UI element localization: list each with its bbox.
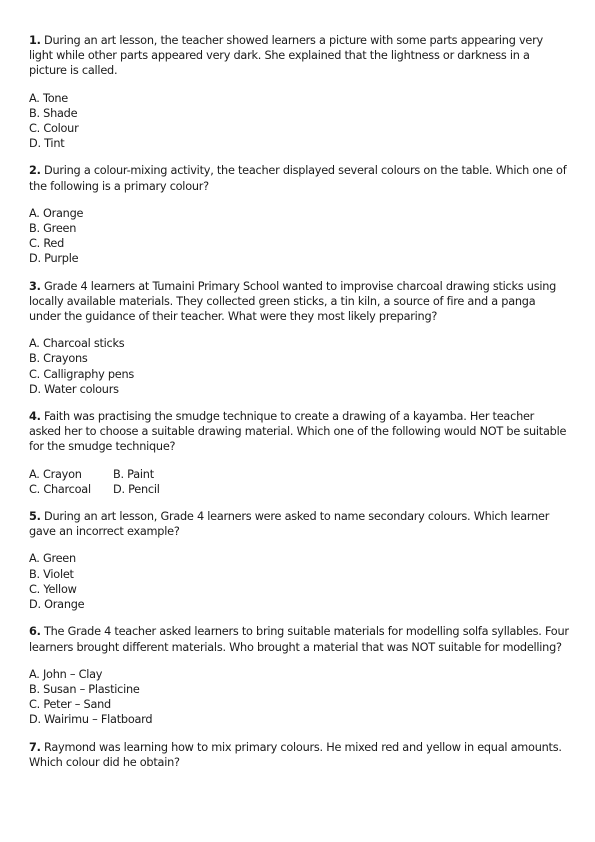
question-number: 6. xyxy=(29,625,41,639)
question-number: 5. xyxy=(29,510,41,524)
option-d: D. Pencil xyxy=(113,482,160,496)
question-text: During an art lesson, the teacher showed learners a picture with some parts appearing very light while other parts appeared very dark. She explained that the lightness or darkness in a picture is called. xyxy=(29,34,543,78)
option-a: A. John – Clay xyxy=(29,667,103,681)
question-2 xyxy=(29,163,569,266)
options-list xyxy=(29,467,569,497)
question-number: 7. xyxy=(29,740,41,754)
question-1 xyxy=(29,33,569,151)
option-d: D. Orange xyxy=(29,598,85,612)
option-b: B. Susan – Plasticine xyxy=(29,682,140,696)
question-stem xyxy=(29,409,569,455)
question-stem xyxy=(29,509,569,539)
question-text: Faith was practising the smudge technique to create a drawing of a kayamba. Her teacher asked her to choose a suitable drawing material. Which one of the following would NOT be suitable for the smudge technique? xyxy=(29,410,567,454)
question-text: The Grade 4 teacher asked learners to bring suitable materials for modelling solfa syllables. Four learners brought different materials. Who brought a material that was NOT suitable for modelling? xyxy=(29,625,569,654)
option-c: C. Red xyxy=(29,237,65,251)
options-list xyxy=(29,206,569,267)
option-c: C. Charcoal xyxy=(29,482,91,496)
option-a: A. Charcoal sticks xyxy=(29,337,125,351)
question-4 xyxy=(29,409,569,497)
option-a: A. Orange xyxy=(29,206,84,220)
option-b: B. Crayons xyxy=(29,352,88,366)
option-a: A. Crayon xyxy=(29,467,82,481)
question-number: 4. xyxy=(29,410,41,424)
options-list xyxy=(29,551,569,612)
question-stem xyxy=(29,740,569,770)
question-text: During a colour-mixing activity, the teacher displayed several colours on the table. Which one of the following is a primary colour? xyxy=(29,164,567,193)
option-d: D. Purple xyxy=(29,252,79,266)
options-list xyxy=(29,336,569,397)
question-number: 2. xyxy=(29,164,41,178)
option-b: B. Paint xyxy=(113,467,154,481)
question-7 xyxy=(29,740,569,770)
question-5 xyxy=(29,509,569,612)
option-d: D. Wairimu – Flatboard xyxy=(29,713,153,727)
option-a: A. Green xyxy=(29,552,76,566)
question-text: Raymond was learning how to mix primary colours. He mixed red and yellow in equal amounts. Which colour did he obtain? xyxy=(29,740,562,769)
options-row xyxy=(29,467,569,482)
options-list xyxy=(29,91,569,152)
options-list xyxy=(29,667,569,728)
question-3 xyxy=(29,279,569,397)
question-stem xyxy=(29,163,569,193)
question-number: 1. xyxy=(29,34,41,47)
option-d: D. Water colours xyxy=(29,382,119,396)
question-stem xyxy=(29,33,569,79)
question-stem xyxy=(29,624,569,654)
question-number: 3. xyxy=(29,279,41,293)
option-c: C. Yellow xyxy=(29,582,77,596)
option-c: C. Peter – Sand xyxy=(29,698,111,712)
option-b: B. Green xyxy=(29,222,77,236)
question-6 xyxy=(29,624,569,727)
question-stem xyxy=(29,279,569,325)
question-text: During an art lesson, Grade 4 learners were asked to name secondary colours. Which learner gave an incorrect example? xyxy=(29,510,550,539)
option-b: B. Violet xyxy=(29,567,74,581)
option-b: B. Shade xyxy=(29,106,78,120)
option-d: D. Tint xyxy=(29,137,65,151)
option-c: C. Calligraphy pens xyxy=(29,367,135,381)
question-paper xyxy=(29,33,569,782)
option-a: A. Tone xyxy=(29,91,68,105)
options-row xyxy=(29,482,569,497)
option-c: C. Colour xyxy=(29,122,79,136)
question-text: Grade 4 learners at Tumaini Primary School wanted to improvise charcoal drawing sticks using locally available materials. They collected green sticks, a tin kiln, a source of fire and a panga under the guidance of their teacher. What were they most likely preparing? xyxy=(29,279,557,324)
